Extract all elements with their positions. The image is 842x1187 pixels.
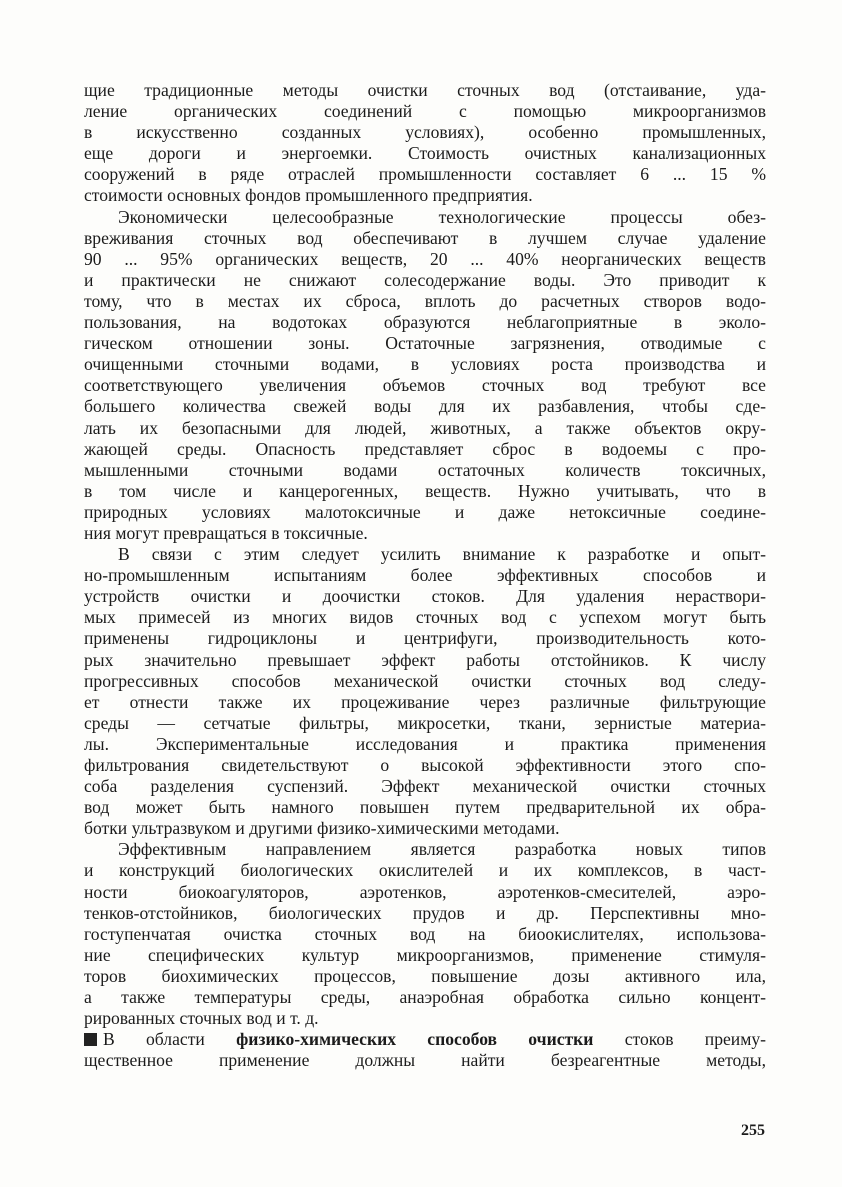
page-number: 255 <box>741 1122 765 1139</box>
text-line: ности биокоагуляторов, аэротенков, аэротенков-смесителей, аэро- <box>84 881 766 902</box>
paragraph-3 <box>84 544 766 839</box>
text-line: сооружений в ряде отраслей промышленности составляет 6 ... 15 % <box>84 164 766 185</box>
bold-term: физико-химических способов очистки <box>236 1029 594 1050</box>
text-line: стоимости основных фондов промышленного предприятия. <box>84 185 533 206</box>
paragraph-2 <box>84 207 766 545</box>
text-line: вреживания сточных вод обеспечивают в лучшем случае удаление <box>84 227 766 248</box>
text-line: щественное применение должны найти безреагентные методы, <box>84 1050 766 1071</box>
text-line: в искусственно созданных условиях), особенно промышленных, <box>84 122 766 143</box>
text-line: ния могут превращаться в токсичные. <box>84 522 368 543</box>
text-line: соба разделения суспензий. Эффект механической очистки сточных <box>84 776 766 797</box>
text-line: рых значительно превышает эффект работы отстойников. К числу <box>84 649 766 670</box>
section-marker-icon <box>84 1033 97 1046</box>
text-line: очищенными сточными водами, в условиях роста производства и <box>84 354 766 375</box>
text-line: В связи с этим следует усилить внимание к разработке и опыт- <box>118 544 766 565</box>
text-line: соответствующего увеличения объемов сточных вод требуют все <box>84 375 766 396</box>
text-line: но-промышленным испытаниям более эффективных способов и <box>84 565 766 586</box>
text-line: и практически не снижают солесодержание воды. Это приводит к <box>84 269 766 290</box>
text-line: природных условиях малотоксичные и даже нетоксичные соедине- <box>84 501 766 522</box>
paragraph-5 <box>84 1029 766 1071</box>
text-line: прогрессивных способов механической очистки сточных вод следу- <box>84 670 766 691</box>
text-line: жающей среды. Опасность представляет сброс в водоемы с про- <box>84 438 766 459</box>
text-line: среды — сетчатые фильтры, микросетки, ткани, зернистые материа- <box>84 712 766 733</box>
text-line: пользования, на водотоках образуются неблагоприятные в эколо- <box>84 312 766 333</box>
text-line: тому, что в местах их сброса, вплоть до расчетных створов водо- <box>84 290 766 311</box>
text-line: а также температуры среды, анаэробная обработка сильно концент- <box>84 987 766 1008</box>
paragraph-4 <box>84 839 766 1029</box>
text-line: фильтрования свидетельствуют о высокой эффективности этого спо- <box>84 755 766 775</box>
text-span: В области <box>103 1029 237 1050</box>
text-line: и конструкций биологических окислителей и их комплексов, в част- <box>84 860 766 881</box>
text-line: еще дороги и энергоемки. Стоимость очистных канализационных <box>84 143 766 164</box>
text-span: стоков преиму- <box>593 1029 766 1050</box>
text-line: в том числе и канцерогенных, веществ. Нужно учитывать, что в <box>84 480 766 501</box>
text-line: ление органических соединений с помощью микроорганизмов <box>84 101 766 122</box>
text-line: ботки ультразвуком и другими физико-химическими методами. <box>84 818 560 839</box>
body-text <box>84 80 766 1071</box>
text-line: устройств очистки и доочистки стоков. Для удаления нераствори- <box>84 586 766 607</box>
text-line: большего количества свежей воды для их разбавления, чтобы сде- <box>84 396 766 417</box>
text-line <box>84 1029 766 1050</box>
text-line: лы. Экспериментальные исследования и практика применения <box>84 733 766 754</box>
text-line: 90 ... 95% органических веществ, 20 ... 40% неорганических веществ <box>84 248 766 269</box>
text-line: ет отнести также их процеживание через различные фильтрующие <box>84 691 766 712</box>
text-line: гическом отношении зоны. Остаточные загрязнения, отводимые с <box>84 333 766 354</box>
text-line: гоступенчатая очистка сточных вод на биоокислителях, использова- <box>84 923 766 944</box>
text-line: торов биохимических процессов, повышение дозы активного ила, <box>84 965 766 986</box>
text-line: ние специфических культур микроорганизмов, применение стимуля- <box>84 944 766 965</box>
text-line: лать их безопасными для людей, животных, а также объектов окру- <box>84 417 766 438</box>
text-line: мых примесей из многих видов сточных вод с успехом могут быть <box>84 607 766 628</box>
text-line: вод может быть намного повышен путем предварительной их обра- <box>84 797 766 818</box>
text-line: мышленными сточными водами остаточных количеств токсичных, <box>84 459 766 480</box>
text-line: Экономически целесообразные технологические процессы обез- <box>118 206 766 227</box>
text-line: тенков-отстойников, биологических прудов и др. Перспективны мно- <box>84 902 766 923</box>
paragraph-1 <box>84 80 766 207</box>
text-line: рированных сточных вод и т. д. <box>84 1008 319 1029</box>
text-line: щие традиционные методы очистки сточных вод (отстаивание, уда- <box>84 80 766 100</box>
text-line: Эффективным направлением является разработка новых типов <box>118 839 766 860</box>
text-line: применены гидроциклоны и центрифуги, производительность кото- <box>84 628 766 649</box>
